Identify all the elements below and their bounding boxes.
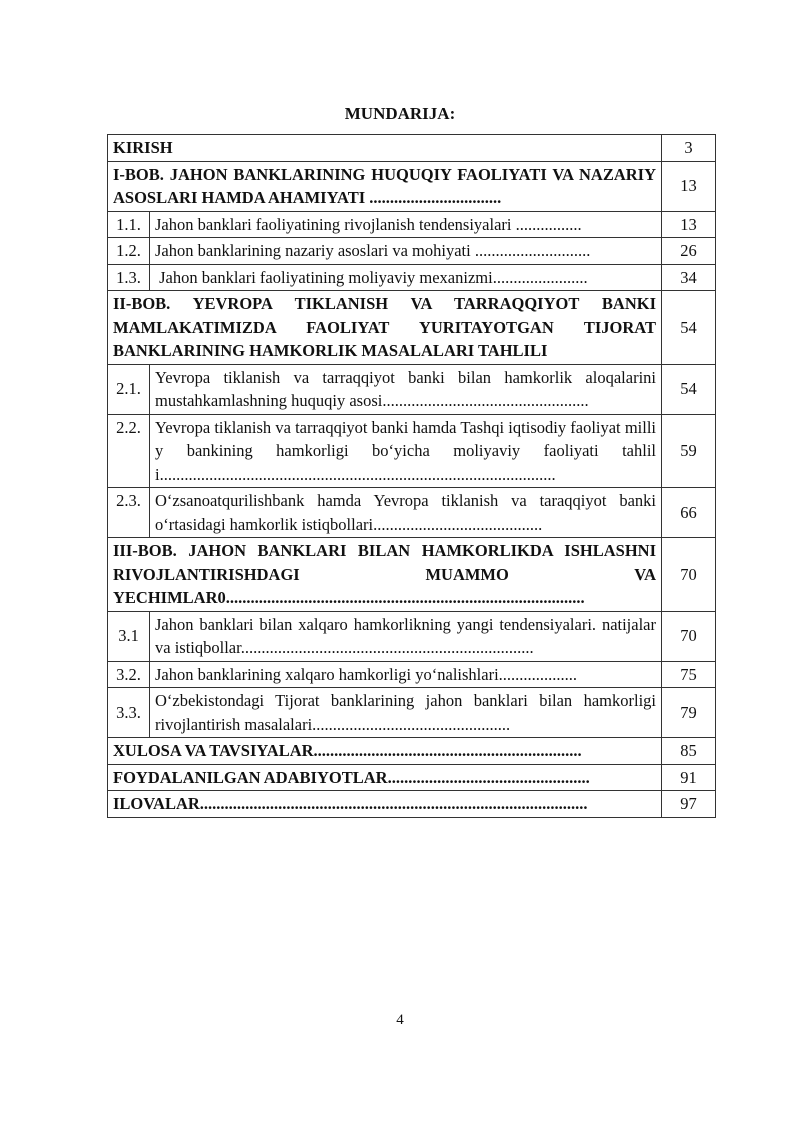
toc-row-section-2-3 bbox=[108, 488, 716, 538]
toc-page: 75 bbox=[662, 661, 716, 688]
toc-section-number: 3.2. bbox=[108, 661, 150, 688]
toc-section-title: Jahon banklarining xalqaro hamkorligi yo‘nalishlari................... bbox=[150, 661, 662, 688]
toc-section-number: 3.1 bbox=[108, 611, 150, 661]
toc-row-chapter-2 bbox=[108, 291, 716, 365]
toc-title: ILOVALAR.............................................................................................. bbox=[108, 791, 662, 818]
toc-chapter-title: I-BOB. JAHON BANKLARINING HUQUQIY FAOLIYATI VA NAZARIY ASOSLARI HAMDA AHAMIYATI ................................ bbox=[108, 161, 662, 211]
page-number: 4 bbox=[396, 1012, 404, 1028]
toc-page: 26 bbox=[662, 238, 716, 265]
toc-page: 70 bbox=[662, 538, 716, 612]
toc-row-section-3-3 bbox=[108, 688, 716, 738]
toc-section-title: O‘zsanoatqurilishbank hamda Yevropa tiklanish va taraqqiyot banki o‘rtasidagi hamkorlik istiqbollari......................................... bbox=[150, 488, 662, 538]
toc-section-title: Jahon banklari faoliyatining rivojlanish tendensiyalari ................ bbox=[150, 211, 662, 238]
toc-row-appendices bbox=[108, 791, 716, 818]
toc-row-section-2-2 bbox=[108, 414, 716, 488]
toc-section-number: 2.2. bbox=[108, 414, 150, 488]
toc-row-section-3-1 bbox=[108, 611, 716, 661]
toc-section-title: Jahon banklari faoliyatining moliyaviy mexanizmi....................... bbox=[150, 264, 662, 291]
toc-section-number: 1.2. bbox=[108, 238, 150, 265]
toc-page: 13 bbox=[662, 211, 716, 238]
toc-title: FOYDALANILGAN ADABIYOTLAR................................................. bbox=[108, 764, 662, 791]
toc-row-section-3-2 bbox=[108, 661, 716, 688]
toc-page: 59 bbox=[662, 414, 716, 488]
table-of-contents bbox=[107, 134, 716, 818]
toc-section-title: Jahon banklari bilan xalqaro hamkorlikning yangi tendensiyalari. natijalar va istiqbollar....................................................................... bbox=[150, 611, 662, 661]
toc-row-section-1-1 bbox=[108, 211, 716, 238]
toc-row-conclusion bbox=[108, 738, 716, 765]
toc-page: 54 bbox=[662, 364, 716, 414]
toc-page: 70 bbox=[662, 611, 716, 661]
toc-page: 91 bbox=[662, 764, 716, 791]
toc-page: 13 bbox=[662, 161, 716, 211]
toc-page: 66 bbox=[662, 488, 716, 538]
toc-section-number: 1.3. bbox=[108, 264, 150, 291]
toc-row-section-1-2 bbox=[108, 238, 716, 265]
toc-row-references bbox=[108, 764, 716, 791]
toc-row-chapter-3 bbox=[108, 538, 716, 612]
toc-section-number: 2.3. bbox=[108, 488, 150, 538]
toc-page: 34 bbox=[662, 264, 716, 291]
toc-title: KIRISH bbox=[108, 135, 662, 162]
toc-row-chapter-1 bbox=[108, 161, 716, 211]
toc-section-title: Jahon banklarining nazariy asoslari va mohiyati ............................ bbox=[150, 238, 662, 265]
toc-title: XULOSA VA TAVSIYALAR................................................................. bbox=[108, 738, 662, 765]
toc-section-title: Yevropa tiklanish va tarraqqiyot banki bilan hamkorlik aloqalarini mustahkamlashning huquqiy asosi.................................................. bbox=[150, 364, 662, 414]
toc-page: 54 bbox=[662, 291, 716, 365]
toc-section-title: Yevropa tiklanish va tarraqqiyot banki hamda Tashqi iqtisodiy faoliyat milliy bankining hamkorligi bo‘yicha moliyaviy faoliyati tahlili...............................................................................................​. bbox=[150, 414, 662, 488]
toc-row-section-2-1 bbox=[108, 364, 716, 414]
toc-section-number: 1.1. bbox=[108, 211, 150, 238]
toc-page: 85 bbox=[662, 738, 716, 765]
toc-page: 3 bbox=[662, 135, 716, 162]
toc-row-introduction bbox=[108, 135, 716, 162]
toc-chapter-title: II-BOB. YEVROPA TIKLANISH VA TARRAQQIYOT BANKI MAMLAKATIMIZDA FAOLIYAT YURITAYOTGAN TIJORAT BANKLARINING HAMKORLIK MASALALARI TAHLILI bbox=[108, 291, 662, 365]
document-heading: MUNDARIJA: bbox=[344, 104, 456, 123]
toc-page: 79 bbox=[662, 688, 716, 738]
toc-section-title: O‘zbekistondagi Tijorat banklarining jahon banklari bilan hamkorligi rivojlantirish masalalari................................................ bbox=[150, 688, 662, 738]
toc-section-number: 3.3. bbox=[108, 688, 150, 738]
toc-chapter-title: III-BOB. JAHON BANKLARI BILAN HAMKORLIKDA ISHLASHNI RIVOJLANTIRISHDAGI MUAMMO VA YECHIMLAR0....................................................................................... bbox=[108, 538, 662, 612]
toc-section-number: 2.1. bbox=[108, 364, 150, 414]
toc-page: 97 bbox=[662, 791, 716, 818]
toc-row-section-1-3 bbox=[108, 264, 716, 291]
